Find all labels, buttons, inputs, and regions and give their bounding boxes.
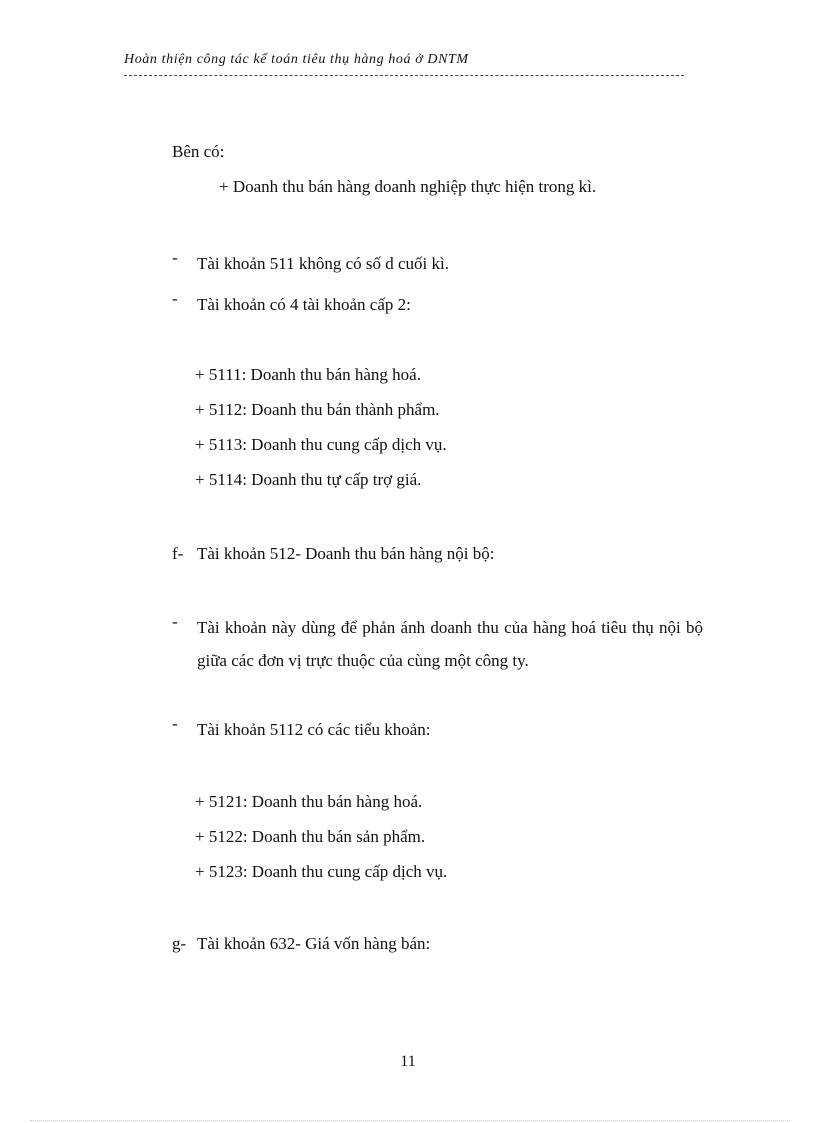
list-item: + 5112: Doanh thu bán thành phẩm. [195,400,440,419]
section-g-marker: g- [172,934,187,953]
page-number: 11 [400,1053,416,1070]
tk512-sub-intro: Tài khoản 5112 có các tiểu khoản: [197,720,431,739]
list-item: + 5123: Doanh thu cung cấp dịch vụ. [195,862,448,881]
ben-co-item: + Doanh thu bán hàng doanh nghiệp thực hiện trong kì. [219,177,597,196]
header-divider [124,75,684,76]
bottom-divider [30,1120,790,1121]
list-item: + 5114: Doanh thu tự cấp trợ giá. [195,470,422,489]
bullet-dash-icon: - [172,612,178,631]
list-item: + 5111: Doanh thu bán hàng hoá. [195,365,421,384]
list-item: + 5122: Doanh thu bán sản phẩm. [195,827,426,846]
bullet-dash-icon: - [172,289,178,308]
tk511-no-balance: Tài khoản 511 không có số d cuối kì. [197,254,449,273]
tk511-sub-intro: Tài khoản có 4 tài khoản cấp 2: [197,295,411,314]
section-g-title: Tài khoản 632- Giá vốn hàng bán: [197,934,431,953]
section-f-marker: f- [172,544,184,563]
section-f-title: Tài khoản 512- Doanh thu bán hàng nội bộ: [197,544,495,563]
tk512-description: Tài khoản này dùng để phản ánh doanh thu của hàng hoá tiêu thụ nội bộ giữa các đơn vị trực thuộc của cùng một công ty. [197,618,703,670]
bullet-dash-icon: - [172,714,178,733]
ben-co-label: Bên có: [172,142,225,161]
header-title: Hoàn thiện công tác kế toán tiêu thụ hàng hoá ở DNTM [124,52,469,67]
bullet-dash-icon: - [172,248,178,267]
list-item: + 5121: Doanh thu bán hàng hoá. [195,792,423,811]
list-item: + 5113: Doanh thu cung cấp dịch vụ. [195,435,447,454]
